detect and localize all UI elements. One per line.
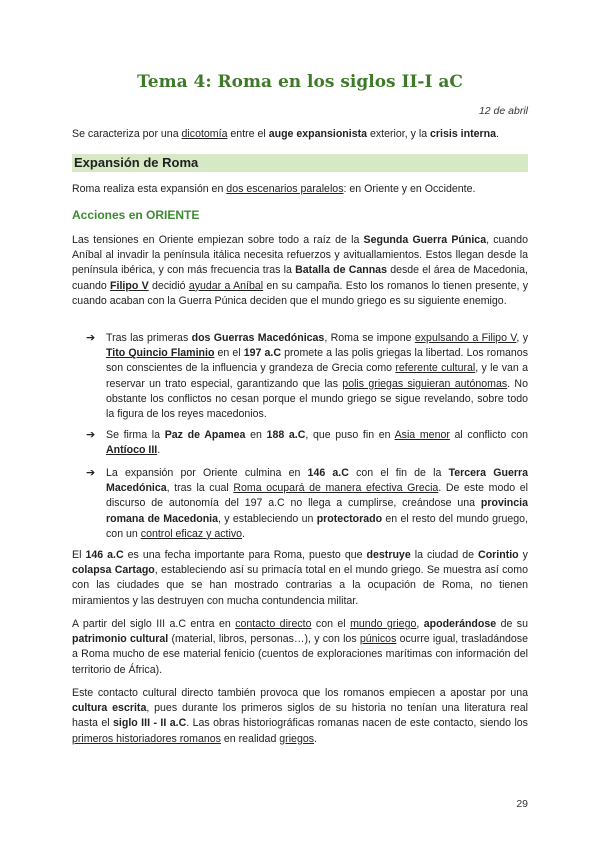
text-run: de su — [496, 618, 528, 630]
text-run: ocurre igual, trasladándose a Roma mucho de ese material fenicio (cuentos de exploraciones marítimas con información del territorio de África). — [72, 633, 528, 676]
text-run: . — [314, 732, 317, 745]
text-run: El — [72, 549, 86, 561]
text-run: primeros historiadores romanos — [72, 732, 221, 745]
text-run: Corintio — [478, 549, 519, 561]
date-label: 12 de abril — [478, 105, 528, 117]
text-run: desde el área de Macedonia, cuando — [72, 264, 528, 292]
text-run: decidió — [148, 279, 189, 292]
text-run: , que puso fin en — [305, 429, 395, 441]
text-run: La expansión por Oriente culmina en — [106, 467, 308, 479]
text-run: , y le van a reservar un trato especial, garantizando que las — [106, 362, 529, 390]
paragraph-contacto — [72, 617, 528, 678]
text-run: . No obstante los conflictos no cesan porque el mundo griego se sigue revelando, sobre todo la figura de los reyes macedonios. — [106, 377, 528, 421]
text-run: en realidad — [220, 732, 280, 745]
arrow-right-icon: ➔ — [86, 332, 96, 344]
text-run: Antíoco III — [106, 444, 158, 457]
bullet-text — [106, 428, 528, 458]
text-run: dos Guerras Macedónicas — [191, 332, 325, 344]
text-run: 197 a.C — [243, 347, 282, 360]
text-run: Se caracteriza por una — [72, 128, 182, 140]
text-run: 146 a.C — [85, 549, 124, 561]
text-run: protectorado — [316, 512, 383, 525]
text-run: Roma realiza esta expansión en — [72, 183, 227, 195]
text-run: , y — [516, 332, 528, 344]
section-heading: Expansión de Roma — [74, 155, 199, 170]
text-run: contacto directo — [235, 618, 312, 630]
text-run: crisis interna — [430, 128, 496, 140]
text-run: ayudar a Aníbal — [188, 279, 264, 292]
text-run: al conflicto con — [449, 429, 529, 441]
text-run: Batalla de Cannas — [295, 264, 387, 277]
text-run: referente cultural — [395, 362, 476, 375]
text-run: : en Oriente y en Occidente. — [343, 183, 476, 195]
text-run: . — [157, 444, 161, 457]
paragraph-146 — [72, 548, 528, 609]
text-run: siglo III - II a.C — [113, 717, 187, 730]
text-run: Tito Quincio Flaminio — [106, 347, 215, 360]
text-run: dos escenarios paralelos — [226, 183, 344, 195]
text-run: apoderándose — [423, 618, 497, 630]
arrow-right-icon: ➔ — [86, 429, 96, 441]
text-run: Tercera Guerra Macedónica — [106, 467, 529, 495]
text-run: control eficaz y activo — [140, 527, 243, 540]
text-run: la ciudad de — [410, 549, 479, 561]
text-run: Se firma la — [106, 429, 165, 441]
text-run: , — [416, 618, 424, 630]
page-number: 29 — [516, 798, 528, 810]
text-run: Tras las primeras — [106, 332, 192, 344]
text-run: púnicos — [359, 633, 397, 646]
text-run: cultura escrita — [72, 702, 147, 715]
text-run: con el — [311, 618, 351, 630]
text-run: con el fin de la — [348, 467, 449, 479]
text-run: destruye — [366, 549, 411, 561]
text-run: promete a las polis griegas la libertad. Los romanos son conscientes de la influencia y grandeza de Grecia como — [106, 347, 528, 375]
text-run: colapsa Cartago — [72, 564, 155, 577]
text-run: en — [245, 429, 267, 441]
text-run: mundo griego — [350, 618, 417, 630]
paragraph-cultura-escrita — [72, 686, 528, 747]
bullet-text — [106, 331, 528, 422]
text-run: Paz de Apamea — [164, 429, 246, 441]
text-run: . — [495, 128, 499, 140]
text-run: polis griegas siguieran autónomas — [342, 377, 508, 390]
text-run: en su campaña. Esto los romanos lo tienen presente, y cuando acaban con la Guerra Púnica deciden que el mundo griego es su siguiente enemigo. — [72, 279, 529, 307]
text-run: Este contacto cultural directo también provoca que los romanos empiecen a apostar por una — [72, 687, 528, 699]
text-run: , estableciendo así su primacía total en el mundo griego. Se muestra así como con las ciudades que se han mostrado contrarias a la ocupación de Roma, no tienen miramientos y las destruyen con mucha contundencia militar. — [72, 564, 528, 607]
section-intro-paragraph — [72, 182, 528, 197]
text-run: 146 a.C — [307, 467, 349, 479]
paragraph-tensiones — [72, 233, 528, 309]
text-run: . Las obras historiográficas romanas nacen de este contacto, siendo los — [186, 717, 528, 730]
text-run: (material, libros, personas…), y con los — [168, 633, 360, 646]
subheading-oriente: Acciones en ORIENTE — [72, 208, 200, 222]
text-run: y — [518, 549, 528, 561]
text-run: Asia menor — [394, 429, 450, 441]
text-run: A partir del siglo III a.C entra en — [72, 618, 236, 630]
intro-paragraph — [72, 127, 528, 142]
text-run: entre el — [227, 128, 269, 140]
text-run: , y estableciendo un — [218, 512, 317, 525]
text-run: dicotomía — [181, 128, 228, 140]
text-run: Roma ocupará de manera efectiva Grecia — [233, 482, 439, 495]
text-run: , tras la cual — [166, 482, 234, 495]
text-run: , Roma se impone — [324, 332, 415, 344]
text-run: . — [242, 527, 245, 540]
text-run: provincia romana de Macedonia — [106, 497, 528, 525]
arrow-right-icon: ➔ — [86, 467, 96, 479]
text-run: patrimonio cultural — [72, 633, 169, 646]
page-title: Tema 4: Roma en los siglos II-I aC — [137, 72, 463, 92]
text-run: . De este modo el discurso de autonomía del 197 a.C no llega a cumplirse, creándose una — [106, 482, 528, 510]
text-run: es una fecha importante para Roma, puesto que — [123, 549, 367, 561]
text-run: griegos — [279, 732, 315, 745]
text-run: en el — [214, 347, 244, 360]
text-run: auge expansionista — [268, 128, 368, 140]
text-run: exterior, y la — [367, 128, 431, 140]
text-run: Las tensiones en Oriente empiezan sobre todo a raíz de la — [72, 234, 364, 246]
text-run: Segunda Guerra Púnica — [363, 234, 487, 246]
text-run: en el resto del mundo gruego, con un — [106, 512, 528, 540]
text-run: 188 a.C — [266, 429, 306, 441]
text-run: , pues durante los primeros siglos de su historia no tenían una literatura real hasta el — [72, 702, 528, 730]
text-run: Filipo V — [110, 279, 149, 292]
bullet-text — [106, 466, 528, 542]
text-run: , cuando Aníbal al invadir la península itálica necesita refuerzos y avituallamientos. Estos llegan desde la península ibérica, y con más frecuencia tras la — [72, 234, 528, 277]
text-run: expulsando a Filipo V — [414, 332, 517, 344]
